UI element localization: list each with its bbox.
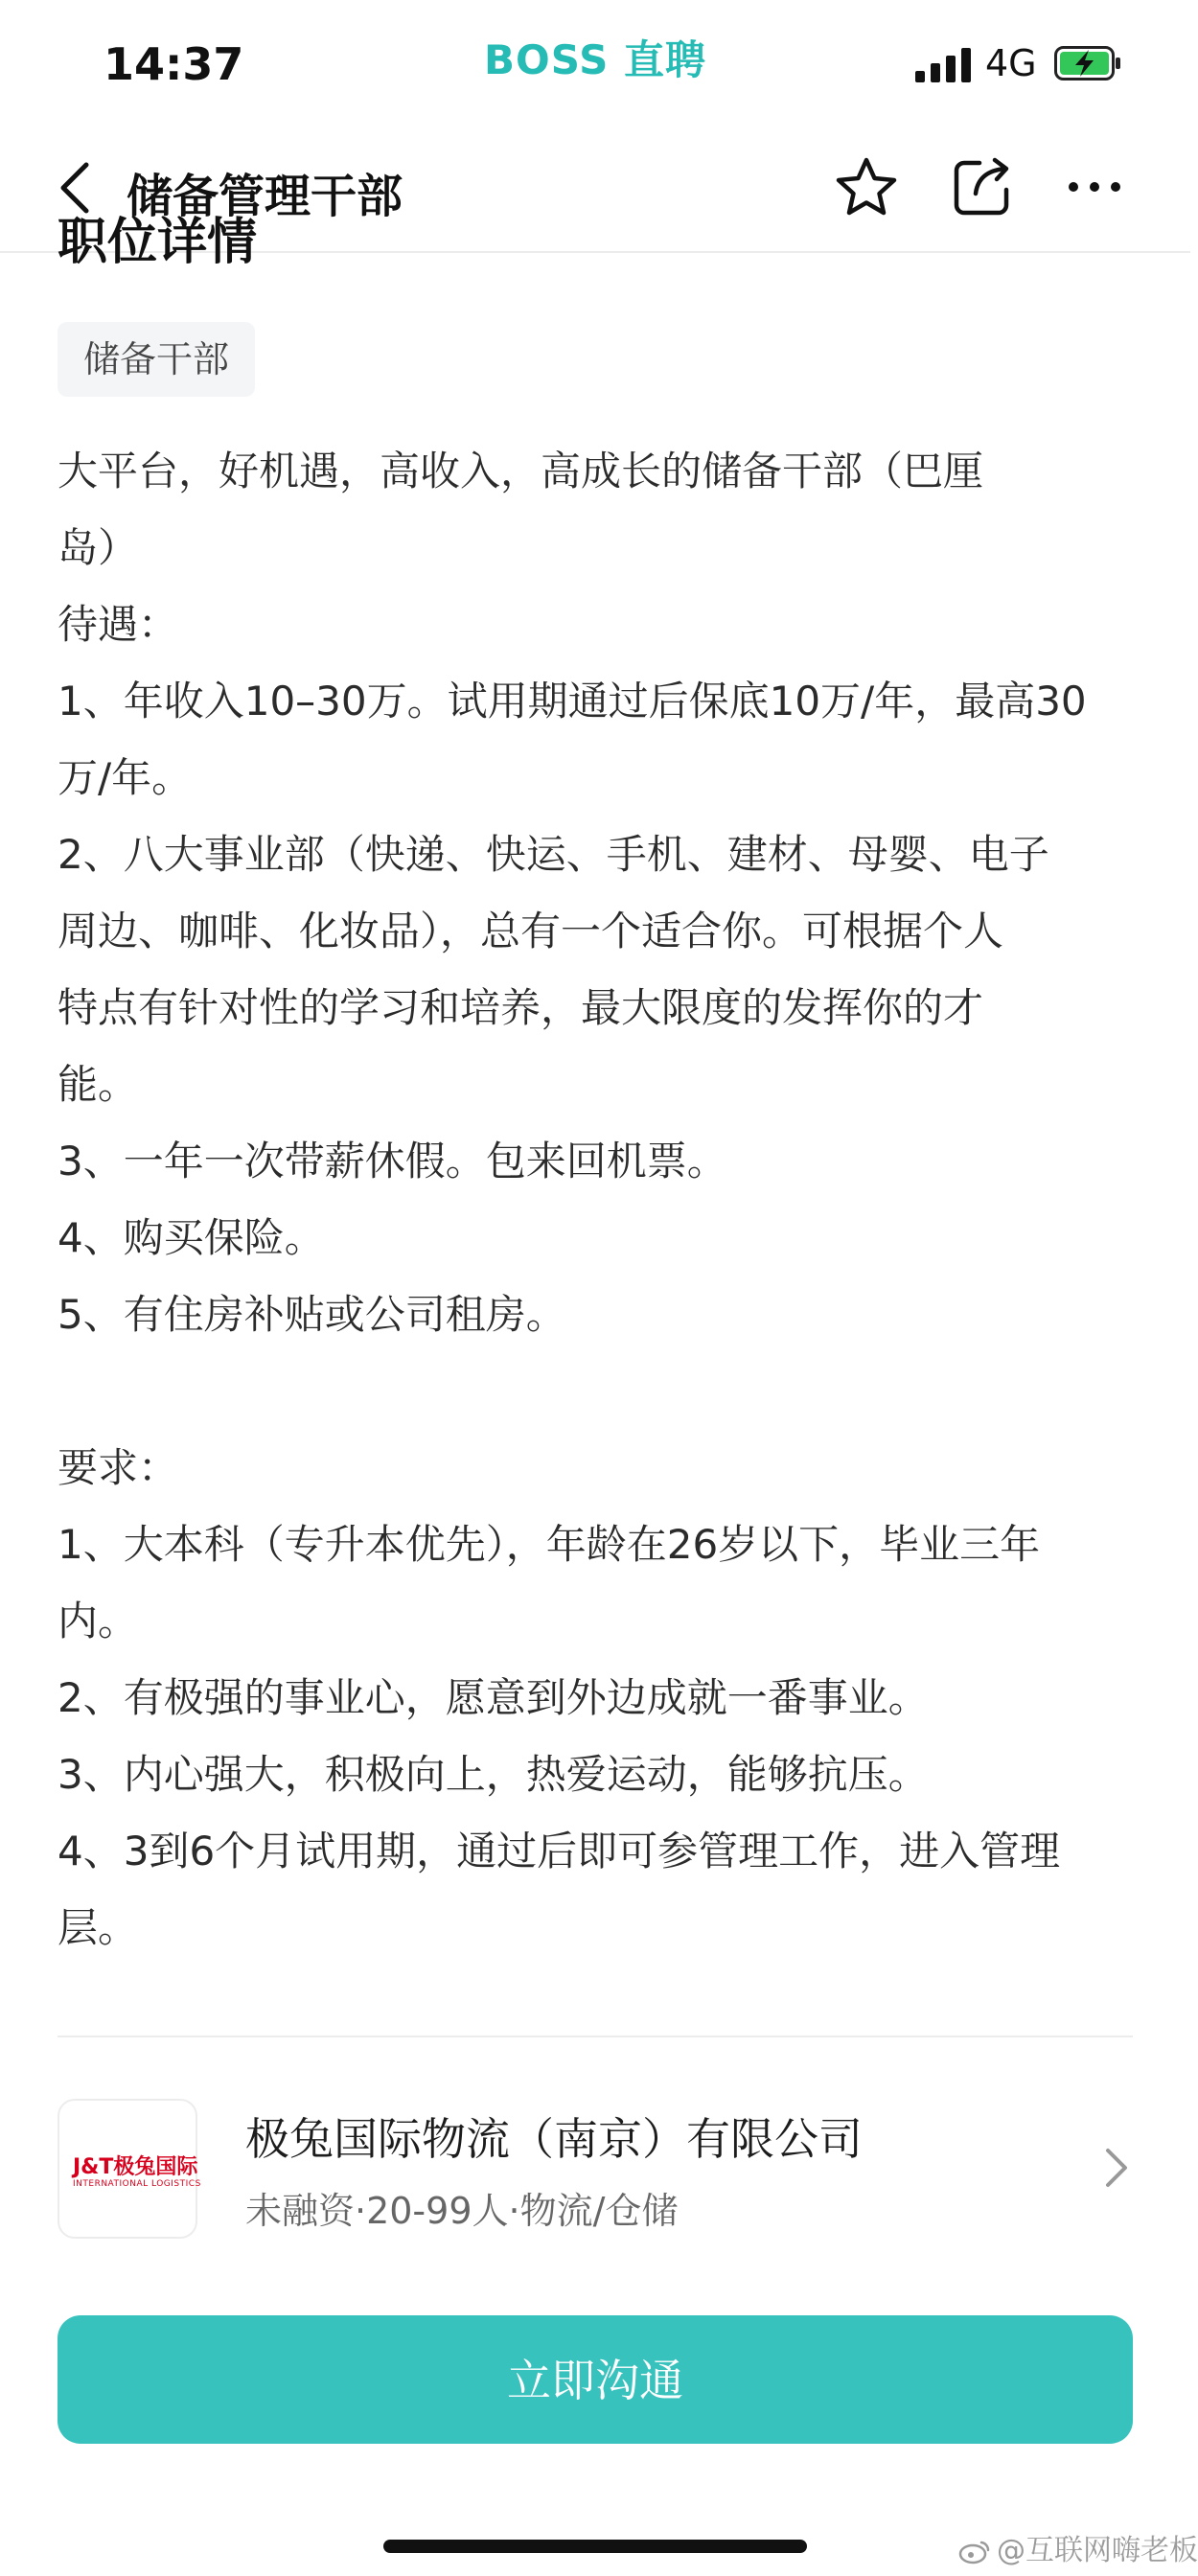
description-line: 岛） [58,524,139,571]
chevron-right-icon [1104,2147,1129,2189]
more-options-icon[interactable] [1066,172,1123,201]
description-line: 3、一年一次带薪休假。包来回机票。 [58,1138,727,1184]
description-line: 1、年收入10–30万。试用期通过后保底10万/年，最高30 [58,678,1087,724]
description-line: 3、内心强大，积极向上，热爱运动，能够抗压。 [58,1751,929,1798]
watermark: @互联网嗨老板 [958,2526,1198,2568]
description-line: 周边、咖啡、化妆品），总有一个适合你。可根据个人 [58,908,1004,954]
home-indicator [383,2540,807,2553]
job-tag: 储备干部 [58,322,255,397]
status-bar [0,0,1190,125]
brand-title: BOSS 直聘 [484,36,706,83]
weibo-icon [958,2540,991,2564]
description-line: 特点有针对性的学习和培养，最大限度的发挥你的才 [58,984,984,1031]
description-line: 4、购买保险。 [58,1214,325,1261]
description-line: 5、有住房补贴或公司租房。 [58,1291,566,1338]
description-line: 4、3到6个月试用期，通过后即可参管理工作，进入管理 [58,1828,1061,1874]
section-heading: 职位详情 [58,214,258,271]
description-line: 2、八大事业部（快递、快运、手机、建材、母婴、电子 [58,831,1049,878]
description-line: 万/年。 [58,754,193,801]
job-description [58,433,1140,1966]
description-line: 2、有极强的事业心，愿意到外边成就一番事业。 [58,1674,929,1721]
description-line: 内。 [58,1598,139,1644]
company-meta: 未融资·20-99人·物流/仓储 [245,2190,679,2232]
company-card[interactable] [58,2099,1133,2241]
description-line: 1、大本科（专升本优先），年龄在26岁以下，毕业三年 [58,1521,1041,1568]
status-time: 14:37 [104,38,244,90]
favorite-star-icon[interactable] [834,155,899,220]
description-spacer [58,1353,1140,1430]
chat-now-button[interactable]: 立即沟通 [58,2315,1133,2444]
page-title: 储备管理干部 [127,170,403,223]
network-label: 4G [985,42,1037,84]
description-line: 大平台，好机遇，高收入，高成长的储备干部（巴厘 [58,448,984,494]
description-line: 层。 [58,1904,139,1951]
company-name: 极兔国际物流（南京）有限公司 [245,2113,863,2165]
battery-charging-icon [1054,46,1121,80]
divider [58,2036,1133,2037]
share-icon[interactable] [951,155,1014,218]
description-line: 能。 [58,1061,139,1108]
description-line: 要求： [58,1444,179,1491]
company-logo: J&T极兔国际 INTERNATIONAL LOGISTICS [58,2099,197,2239]
description-line: 待遇： [58,601,179,648]
signal-icon [915,48,973,82]
bottom-action-bar [0,2281,1198,2576]
